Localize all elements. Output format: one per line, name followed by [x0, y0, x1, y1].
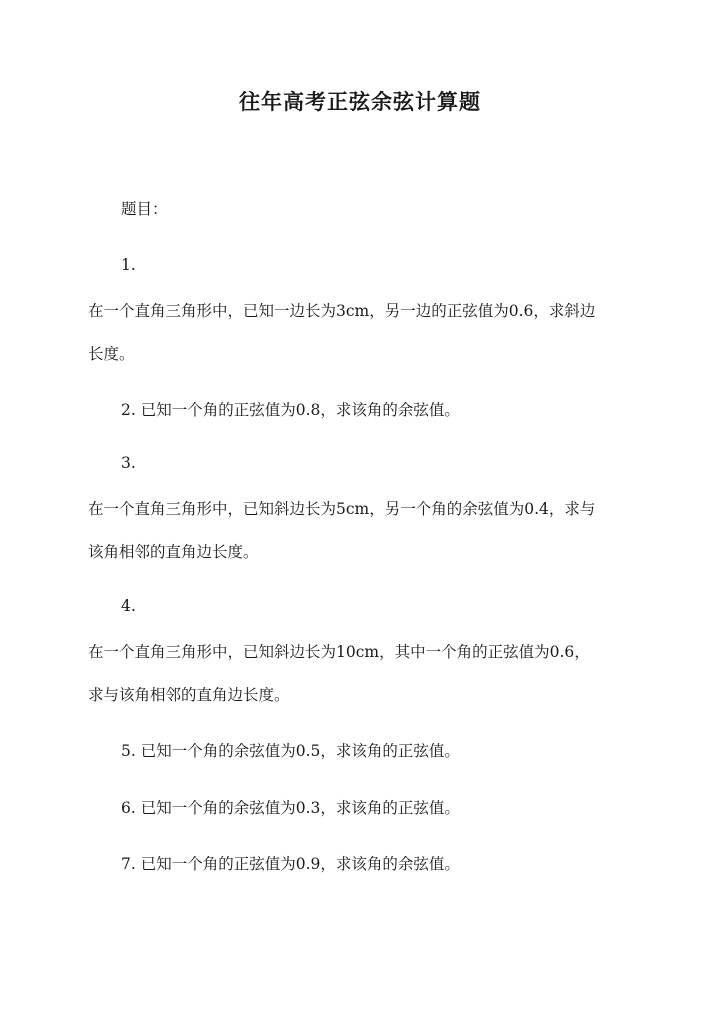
question-1-line-2: 长度。 — [88, 345, 135, 363]
section-label: 题目： — [121, 200, 168, 218]
question-4-line-2: 求与该角相邻的直角边长度。 — [88, 686, 290, 704]
document-title: 往年高考正弦余弦计算题 — [239, 89, 481, 114]
question-3-number: 3. — [121, 454, 136, 472]
question-4-line-1: 在一个直角三角形中，已知斜边长为10cm，其中一个角的正弦值为0.6， — [88, 643, 590, 661]
question-3-line-1: 在一个直角三角形中，已知斜边长为5cm，另一个角的余弦值为0.4，求与 — [88, 500, 596, 518]
question-5: 5. 已知一个角的余弦值为0.5，求该角的正弦值。 — [121, 742, 460, 760]
question-1-number: 1. — [121, 256, 136, 274]
question-1-line-1: 在一个直角三角形中，已知一边长为3cm，另一边的正弦值为0.6，求斜边 — [88, 302, 596, 320]
question-3-line-2: 该角相邻的直角边长度。 — [88, 543, 259, 561]
question-2: 2. 已知一个角的正弦值为0.8，求该角的余弦值。 — [121, 401, 460, 419]
question-4-number: 4. — [121, 597, 136, 615]
question-7: 7. 已知一个角的正弦值为0.9，求该角的余弦值。 — [121, 855, 460, 873]
question-6: 6. 已知一个角的余弦值为0.3，求该角的正弦值。 — [121, 799, 460, 817]
